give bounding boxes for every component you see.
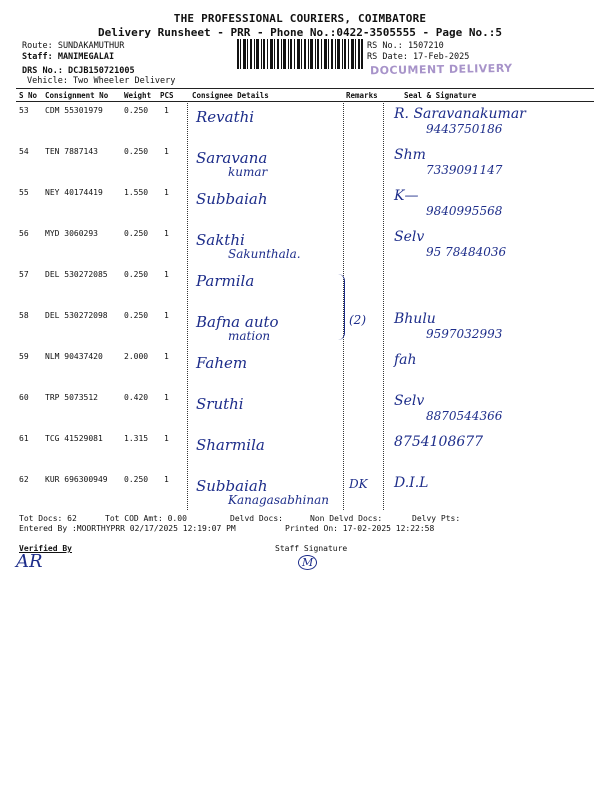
- row-consignee-handwritten-line2: kumar: [228, 165, 268, 179]
- route: Route: SUNDAKAMUTHUR: [22, 41, 125, 51]
- row-pcs: 1: [164, 106, 169, 115]
- row-weight: 2.000: [124, 352, 149, 361]
- row-consignment-no: NEY 40174419: [45, 188, 103, 197]
- verified-signature: AR: [16, 551, 43, 572]
- row-pcs: 1: [164, 311, 169, 320]
- row-sno: 57: [19, 270, 29, 279]
- staff-signature-label: Staff Signature: [275, 544, 348, 553]
- row-signature: D.I.L: [394, 475, 429, 491]
- row-consignment-no: CDM 55301979: [45, 106, 103, 115]
- row-pcs: 1: [164, 434, 169, 443]
- row-signature-phone: 95 78484036: [426, 245, 507, 259]
- row-consignee-handwritten: Bafna auto: [196, 313, 279, 331]
- delivery-points: Delvy Pts:: [412, 514, 461, 523]
- col-header-remarks: Remarks: [346, 91, 378, 100]
- non-delivered-docs: Non Delvd Docs:: [310, 514, 383, 523]
- row-weight: 0.250: [124, 475, 149, 484]
- rs-number: RS No.: 1507210: [367, 41, 444, 51]
- col-header-consignment: Consignment No: [45, 91, 109, 100]
- row-weight: 0.420: [124, 393, 149, 402]
- row-pcs: 1: [164, 475, 169, 484]
- row-sno: 62: [19, 475, 29, 484]
- row-signature-phone: 7339091147: [426, 163, 503, 177]
- col-header-weight: Weight: [124, 91, 152, 100]
- row-consignee-handwritten: Subbaiah: [196, 190, 268, 208]
- row-consignee-handwritten: Saravana: [196, 149, 268, 167]
- total-docs: Tot Docs: 62: [19, 514, 77, 523]
- row-signature: Selv: [394, 229, 425, 245]
- staff-signature-mark: M: [298, 555, 317, 570]
- printed-on: Printed On: 17-02-2025 12:22:58: [285, 524, 435, 533]
- table-row: [16, 348, 594, 389]
- table-row: [16, 143, 594, 184]
- staff: Staff: MANIMEGALAI: [22, 52, 115, 62]
- row-signature: 8754108677: [394, 434, 484, 450]
- row-pcs: 1: [164, 352, 169, 361]
- row-sno: 59: [19, 352, 29, 361]
- row-signature: Selv: [394, 393, 425, 409]
- row-remark-handwritten: DK: [349, 477, 368, 491]
- row-consignee-handwritten-line2: mation: [228, 329, 271, 343]
- company-name: THE PROFESSIONAL COURIERS, COIMBATORE: [173, 12, 427, 25]
- table-row: [16, 471, 594, 512]
- table-row: [16, 102, 594, 143]
- rs-date: RS Date: 17-Feb-2025: [367, 52, 470, 62]
- row-consignment-no: NLM 90437420: [45, 352, 103, 361]
- row-weight: 0.250: [124, 270, 149, 279]
- vehicle: Vehicle: Two Wheeler Delivery: [27, 76, 176, 86]
- table-row: [16, 430, 594, 471]
- row-consignment-no: TEN 7887143: [45, 147, 98, 156]
- row-signature: Bhulu: [394, 311, 436, 327]
- row-consignment-no: DEL 530272085: [45, 270, 108, 279]
- row-sno: 61: [19, 434, 29, 443]
- row-consignee-handwritten: Sharmila: [196, 436, 265, 454]
- drs-number: DRS No.: DCJB150721005: [22, 66, 135, 76]
- verified-by-label: Verified By: [19, 544, 72, 553]
- document-delivery-stamp: DOCUMENT DELIVERY: [369, 61, 513, 78]
- table-row: [16, 307, 594, 348]
- row-signature: fah: [394, 352, 417, 368]
- row-pcs: 1: [164, 188, 169, 197]
- col-header-sno: S No: [19, 91, 38, 100]
- row-sno: 56: [19, 229, 29, 238]
- table-row: [16, 266, 594, 307]
- row-weight: 0.250: [124, 229, 149, 238]
- row-pcs: 1: [164, 270, 169, 279]
- table-row: [16, 225, 594, 266]
- row-consignee-handwritten: Subbaiah: [196, 477, 268, 495]
- row-consignment-no: KUR 696300949: [45, 475, 108, 484]
- row-consignee-handwritten: Sruthi: [196, 395, 244, 413]
- col-header-consignee: Consignee Details: [192, 91, 269, 100]
- row-consignment-no: TRP 5073512: [45, 393, 98, 402]
- row-consignee-handwritten: Parmila: [196, 272, 255, 290]
- table-top-rule: [16, 88, 594, 89]
- row-remark-handwritten: (2): [349, 313, 366, 327]
- runsheet-subtitle: Delivery Runsheet - PRR - Phone No.:0422-3505555 - Page No.:5: [98, 26, 502, 39]
- row-signature: K—: [394, 188, 419, 204]
- row-sno: 55: [19, 188, 29, 197]
- rows-57-58-bracket: [338, 274, 345, 340]
- row-consignee-handwritten-line2: Kanagasabhinan: [228, 493, 330, 507]
- barcode: [237, 39, 363, 69]
- row-weight: 1.550: [124, 188, 149, 197]
- row-pcs: 1: [164, 393, 169, 402]
- row-sno: 54: [19, 147, 29, 156]
- row-weight: 1.315: [124, 434, 149, 443]
- row-sno: 53: [19, 106, 29, 115]
- row-weight: 0.250: [124, 147, 149, 156]
- row-consignment-no: TCG 41529081: [45, 434, 103, 443]
- delivered-docs: Delvd Docs:: [230, 514, 283, 523]
- table-row: [16, 389, 594, 430]
- row-weight: 0.250: [124, 311, 149, 320]
- row-signature-phone: 8870544366: [426, 409, 503, 423]
- row-consignment-no: DEL 530272098: [45, 311, 108, 320]
- total-cod: Tot COD Amt: 0.00: [105, 514, 187, 523]
- row-consignment-no: MYD 3060293: [45, 229, 98, 238]
- row-consignee-handwritten: Revathi: [196, 108, 255, 126]
- col-header-pcs: PCS: [160, 91, 174, 100]
- entered-by: Entered By :MOORTHYPRR 02/17/2025 12:19:07 PM: [19, 524, 236, 533]
- row-signature: Shm: [394, 147, 426, 163]
- row-pcs: 1: [164, 229, 169, 238]
- row-signature-phone: 9597032993: [426, 327, 503, 341]
- row-consignee-handwritten: Fahem: [196, 354, 248, 372]
- row-sno: 58: [19, 311, 29, 320]
- row-consignee-handwritten: Sakthi: [196, 231, 245, 249]
- row-signature: R. Saravanakumar: [394, 106, 526, 122]
- row-signature-phone: 9443750186: [426, 122, 503, 136]
- row-signature-phone: 9840995568: [426, 204, 503, 218]
- row-sno: 60: [19, 393, 29, 402]
- row-weight: 0.250: [124, 106, 149, 115]
- row-consignee-handwritten-line2: Sakunthala.: [228, 247, 301, 261]
- table-row: [16, 184, 594, 225]
- col-header-seal: Seal & Signature: [404, 91, 477, 100]
- row-pcs: 1: [164, 147, 169, 156]
